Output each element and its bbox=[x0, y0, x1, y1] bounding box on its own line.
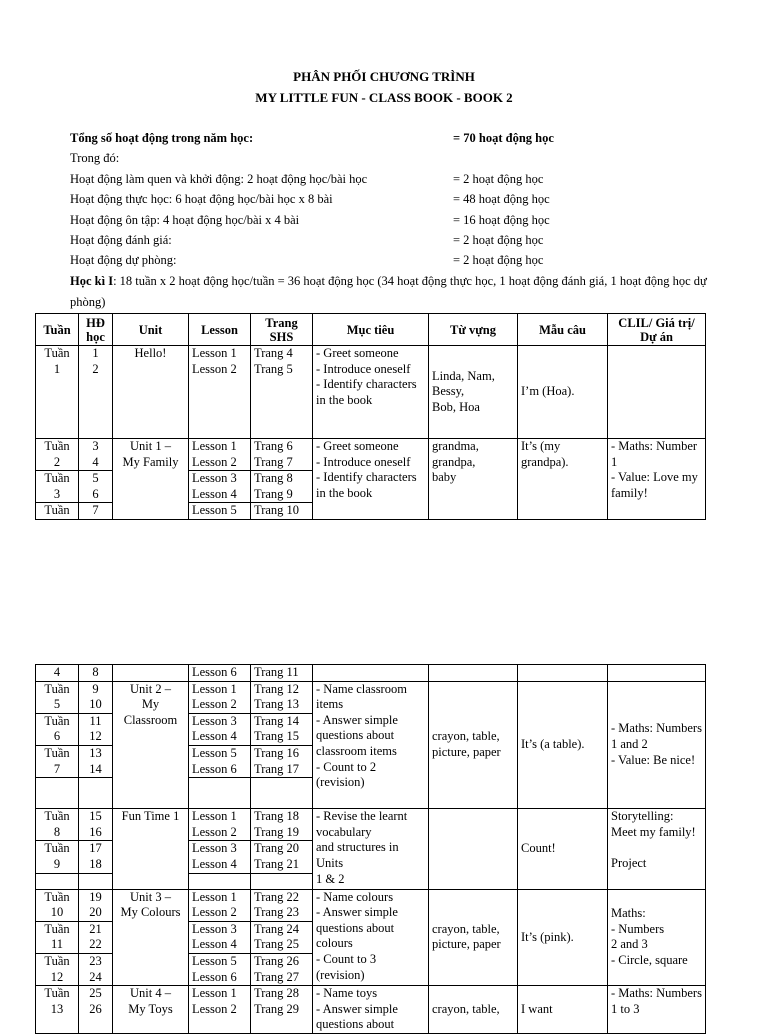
tuan-cell: Tuần 8 bbox=[44, 809, 70, 839]
summary-value: = 2 hoạt động học bbox=[453, 171, 544, 186]
lesson-cell: Lesson 1 Lesson 2 bbox=[192, 986, 237, 1016]
tuan-cell: Tuần 7 bbox=[44, 745, 70, 776]
summary-label: Tổng số hoạt động trong năm học: bbox=[70, 131, 254, 145]
unit-cell: Unit 4 – My Toys bbox=[128, 986, 173, 1016]
trang-cell: Trang 11 bbox=[254, 665, 299, 679]
tuan-cell: Tuần 10 bbox=[44, 889, 70, 920]
summary-value: = 2 hoạt động học bbox=[453, 253, 544, 268]
muctieu-cell: - Greet someone - Introduce oneself - Identify characters in the book bbox=[316, 439, 417, 500]
tuan-cell: Tuần 9 bbox=[44, 841, 70, 871]
header-lesson: Lesson bbox=[189, 314, 251, 346]
tuvung-cell: crayon, table, picture, paper bbox=[432, 921, 501, 952]
tuan-cell: Tuần 13 bbox=[44, 986, 70, 1016]
hd-cell: 9 10 bbox=[89, 681, 102, 712]
header-trang: Trang SHS bbox=[251, 314, 313, 346]
table-row bbox=[36, 986, 706, 1034]
lesson-cell: Lesson 1 Lesson 2 bbox=[192, 681, 237, 712]
unit-cell: Unit 2 – My Classroom bbox=[123, 681, 178, 727]
tuan-cell: Tuần 2 bbox=[44, 439, 70, 469]
tuan-cell: Tuần 5 bbox=[44, 681, 70, 712]
summary-value: = 16 hoạt động học bbox=[453, 212, 550, 227]
clil-cell: Storytelling: Meet my family! Project bbox=[611, 809, 696, 870]
trang-cell: Trang 18 Trang 19 bbox=[254, 809, 300, 839]
lesson-cell: Lesson 1 Lesson 2 bbox=[192, 889, 237, 920]
tuan-cell: 4 bbox=[53, 665, 61, 679]
maucau-cell: It’s (pink). bbox=[521, 929, 574, 944]
hd-cell: 15 16 bbox=[89, 809, 102, 839]
muctieu-cell: - Name classroom items - Answer simple questions about classroom items - Count to 2 (revision) bbox=[316, 681, 407, 790]
hd-cell: 21 22 bbox=[89, 921, 102, 952]
table-row bbox=[36, 439, 706, 471]
tuvung-cell: crayon, table, bbox=[432, 1001, 500, 1016]
table-header-row bbox=[36, 314, 706, 346]
summary-row bbox=[70, 230, 710, 250]
maucau-cell: I’m (Hoa). bbox=[521, 384, 575, 399]
maucau-cell: Count! bbox=[521, 841, 556, 856]
unit-cell: Unit 3 – My Colours bbox=[120, 889, 181, 920]
summary-label: Hoạt động ôn tập: 4 hoạt động học/bài x 4 bài bbox=[70, 212, 300, 227]
page-title: PHÂN PHỐI CHƯƠNG TRÌNH bbox=[293, 69, 475, 84]
hd-cell: 3 4 bbox=[92, 439, 99, 469]
summary-row bbox=[70, 148, 710, 168]
curriculum-table-part-1 bbox=[35, 313, 706, 520]
summary-label: Hoạt động làm quen và khởi động: 2 hoạt động học/bài học bbox=[70, 171, 368, 186]
header-clil: CLIL/ Giá trị/ Dự án bbox=[608, 314, 706, 346]
trang-cell: Trang 12 Trang 13 bbox=[254, 681, 300, 712]
hd-cell: 17 18 bbox=[89, 841, 102, 871]
clil-cell: Maths: - Numbers 2 and 3 - Circle, square bbox=[611, 906, 688, 967]
summary-row bbox=[70, 250, 710, 270]
summary-value: = 2 hoạt động học bbox=[453, 232, 544, 247]
lesson-cell: Lesson 5 Lesson 6 bbox=[192, 953, 237, 984]
maucau-cell: I want bbox=[521, 1001, 553, 1016]
summary-row bbox=[70, 189, 710, 209]
tuan-cell: Tuần 11 bbox=[44, 921, 70, 952]
summary-label: Trong đó: bbox=[70, 151, 120, 166]
summary-row bbox=[70, 169, 710, 189]
muctieu-cell: - Name toys - Answer simple questions about bbox=[316, 986, 398, 1032]
summary-value: = 48 hoạt động học bbox=[453, 192, 550, 207]
summary-label: Hoạt động đánh giá: bbox=[70, 232, 172, 247]
summary-row bbox=[70, 210, 710, 230]
trang-cell: Trang 4 Trang 5 bbox=[254, 346, 293, 376]
tuan-cell: Tuần 3 bbox=[44, 471, 70, 501]
table-row bbox=[36, 809, 706, 841]
hd-cell: 25 26 bbox=[89, 986, 102, 1016]
tuan-cell: Tuần bbox=[44, 503, 70, 518]
table-row-hello bbox=[36, 346, 706, 439]
table-row bbox=[36, 665, 706, 682]
table-row bbox=[36, 889, 706, 921]
activity-summary bbox=[70, 128, 710, 271]
semester-note bbox=[70, 271, 710, 312]
muctieu-cell: - Revise the learnt vocabulary and structures in Units 1 & 2 bbox=[316, 809, 408, 886]
trang-cell: Trang 14 Trang 15 bbox=[254, 713, 300, 744]
tuan-cell: Tuần 12 bbox=[44, 953, 70, 984]
clil-cell: - Maths: Numbers 1 to 3 bbox=[611, 986, 702, 1016]
summary-row bbox=[70, 128, 710, 148]
trang-cell: Trang 16 Trang 17 bbox=[254, 745, 300, 776]
unit-cell: Unit 1 – My Family bbox=[122, 439, 179, 469]
semester-label: Học kì I bbox=[70, 274, 114, 288]
trang-cell: Trang 26 Trang 27 bbox=[254, 953, 300, 984]
lesson-cell: Lesson 3 Lesson 4 bbox=[192, 471, 237, 501]
hd-cell: 5 6 bbox=[92, 471, 99, 501]
hd-cell: 13 14 bbox=[89, 745, 102, 776]
trang-cell: Trang 24 Trang 25 bbox=[254, 921, 300, 952]
header-muctieu: Mục tiêu bbox=[313, 314, 429, 346]
lesson-cell: Lesson 6 bbox=[192, 665, 237, 679]
trang-cell: Trang 20 Trang 21 bbox=[254, 841, 300, 871]
clil-cell: - Maths: Numbers 1 and 2 - Value: Be nice! bbox=[611, 721, 702, 767]
header-tuvung: Từ vựng bbox=[429, 314, 518, 346]
summary-label: Hoạt động thực học: 6 hoạt động học/bài học x 8 bài bbox=[70, 192, 333, 207]
header-maucau: Mẫu câu bbox=[518, 314, 608, 346]
unit-cell: Fun Time 1 bbox=[121, 809, 180, 824]
header-tuan: Tuần bbox=[36, 314, 79, 346]
table-row bbox=[36, 681, 706, 713]
maucau-cell: It’s (a table). bbox=[521, 737, 585, 752]
hd-cell: 7 bbox=[92, 503, 99, 518]
lesson-cell: Lesson 3 Lesson 4 bbox=[192, 713, 237, 744]
muctieu-cell: - Name colours - Answer simple questions about colours - Count to 3 (revision) bbox=[316, 889, 398, 982]
tuvung-cell: Linda, Nam, Bessy, Bob, Hoa bbox=[432, 368, 495, 414]
summary-value: = 70 hoạt động học bbox=[453, 131, 554, 145]
summary-label: Hoạt động dự phòng: bbox=[70, 253, 177, 268]
lesson-cell: Lesson 1 Lesson 2 bbox=[192, 346, 237, 376]
curriculum-table-part-2 bbox=[35, 664, 706, 1034]
tuvung-cell: crayon, table, picture, paper bbox=[432, 729, 501, 759]
hd-cell: 1 2 bbox=[92, 346, 99, 376]
hd-cell: 23 24 bbox=[89, 953, 102, 984]
clil-cell: - Maths: Number 1 - Value: Love my family! bbox=[611, 439, 698, 500]
header-unit: Unit bbox=[113, 314, 189, 346]
lesson-cell: Lesson 1 Lesson 2 bbox=[192, 809, 237, 839]
semester-text: : 18 tuần x 2 hoạt động học/tuần = 36 hoạt động học (34 hoạt động thực học, 1 hoạt động đánh giá, 1 hoạt động học dự phòng) bbox=[70, 274, 707, 309]
lesson-cell: Lesson 3 Lesson 4 bbox=[192, 841, 237, 871]
lesson-cell: Lesson 5 Lesson 6 bbox=[192, 745, 237, 776]
lesson-cell: Lesson 3 Lesson 4 bbox=[192, 921, 237, 952]
hd-cell: 11 12 bbox=[89, 713, 102, 744]
hd-cell: 8 bbox=[92, 665, 99, 679]
tuan-cell: Tuần 6 bbox=[44, 713, 70, 744]
unit-cell: Hello! bbox=[134, 346, 167, 360]
lesson-cell: Lesson 1 Lesson 2 bbox=[192, 439, 237, 469]
trang-cell: Trang 8 Trang 9 bbox=[254, 471, 293, 501]
lesson-cell: Lesson 5 bbox=[192, 503, 237, 518]
hd-cell: 19 20 bbox=[89, 889, 102, 920]
trang-cell: Trang 6 Trang 7 bbox=[254, 439, 293, 469]
tuan-cell: Tuần 1 bbox=[44, 346, 70, 376]
page-subtitle: MY LITTLE FUN - CLASS BOOK - BOOK 2 bbox=[255, 90, 513, 105]
tuvung-cell: grandma, grandpa, baby bbox=[432, 439, 479, 485]
header-hd: HĐ học bbox=[79, 314, 113, 346]
maucau-cell: It’s (my grandpa). bbox=[521, 439, 569, 469]
trang-cell: Trang 28 Trang 29 bbox=[254, 986, 300, 1016]
trang-cell: Trang 10 bbox=[254, 503, 300, 518]
muctieu-cell: - Greet someone - Introduce oneself - Identify characters in the book bbox=[316, 346, 417, 407]
trang-cell: Trang 22 Trang 23 bbox=[254, 889, 300, 920]
